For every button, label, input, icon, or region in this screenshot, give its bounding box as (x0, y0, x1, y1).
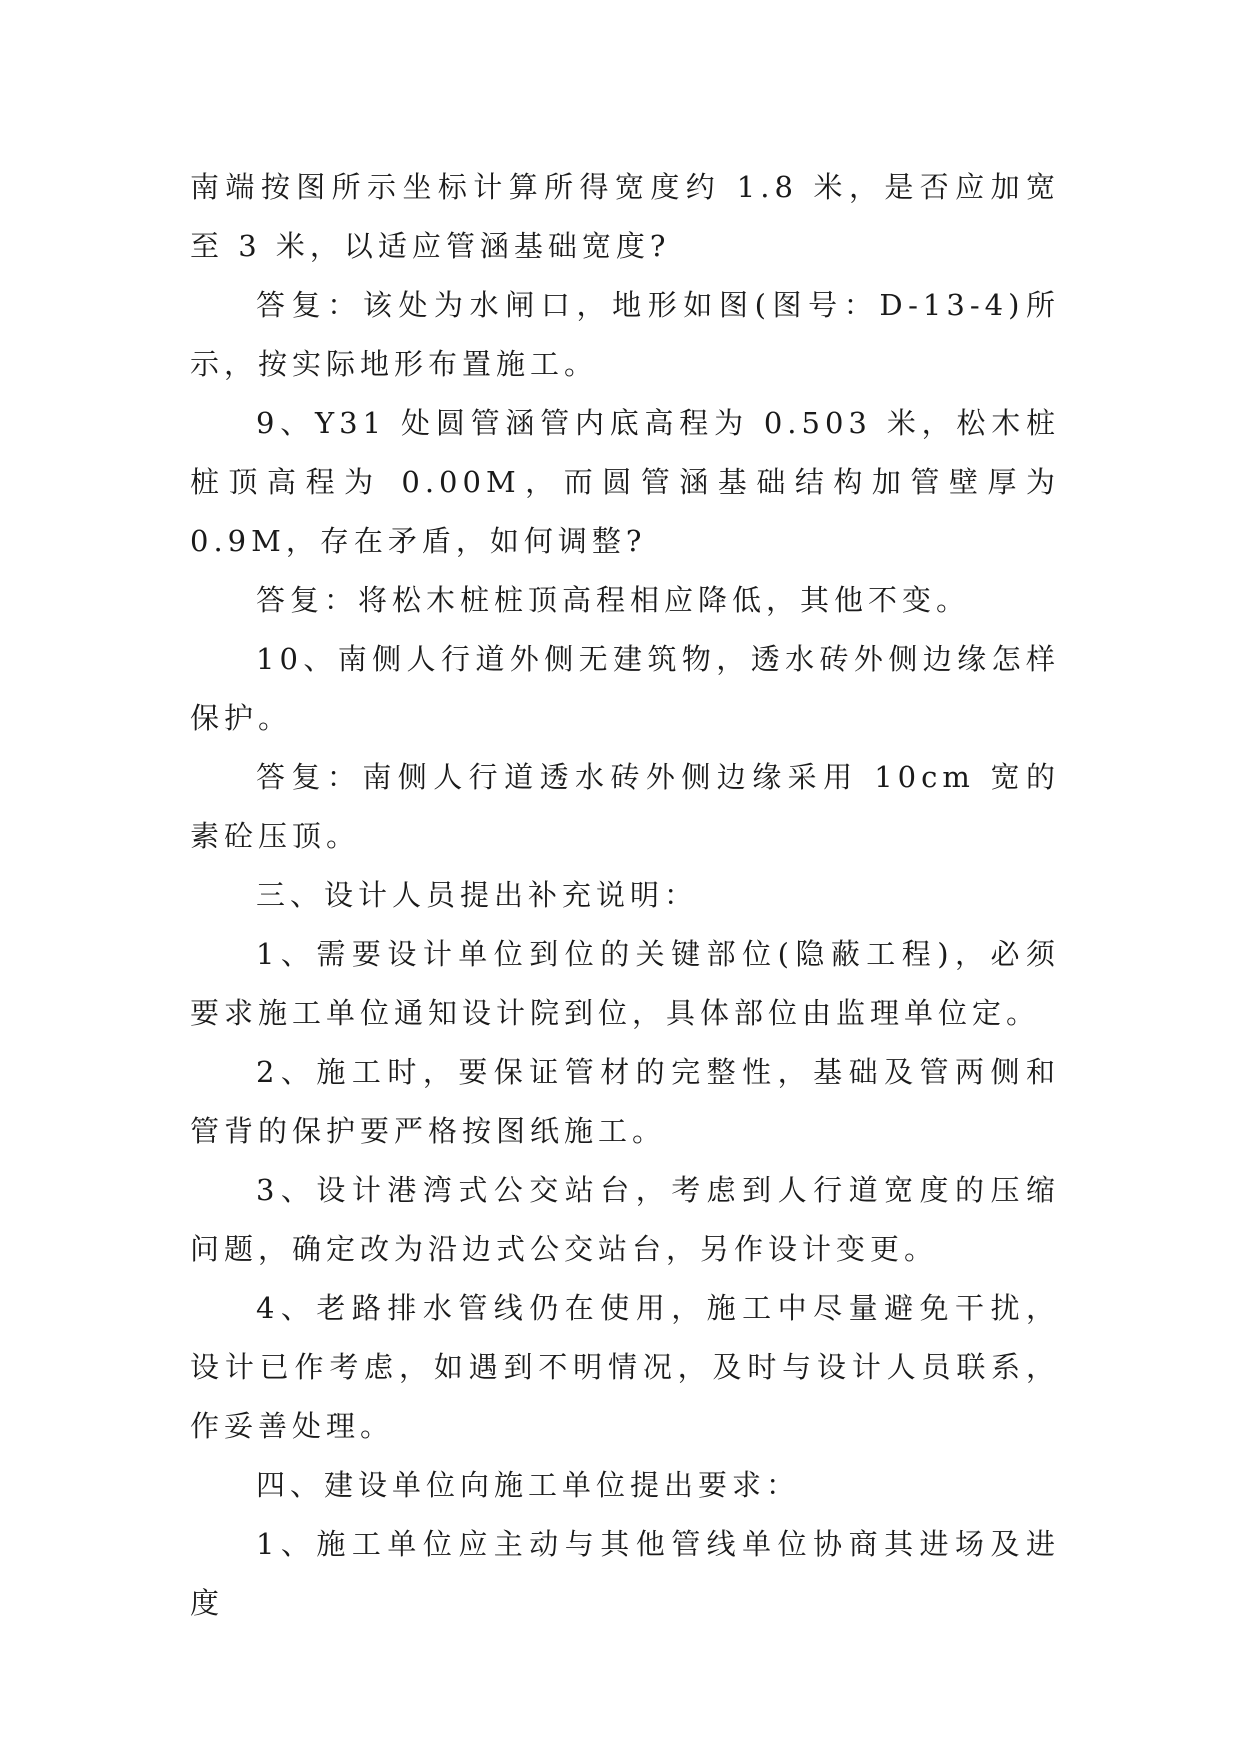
paragraph-width-question: 南端按图所示坐标计算所得宽度约 1.8 米，是否应加宽至 3 米，以适应管涵基础宽度? (190, 170, 1060, 263)
paragraph-answer-sluice: 答复：该处为水闸口，地形如图(图号：D-13-4)所示，按实际地形布置施工。 (190, 288, 1060, 381)
paragraph-question-9: 9、Y31 处圆管涵管内底高程为 0.503 米，松木桩桩顶高程为 0.00M，而圆管涵基础结构加管壁厚为 0.9M，存在矛盾，如何调整? (190, 406, 1060, 558)
paragraph-answer-9: 答复：将松木桩桩顶高程相应降低，其他不变。 (256, 583, 971, 617)
document-body (190, 158, 1060, 1633)
paragraph-question-10: 10、南侧人行道外侧无建筑物，透水砖外侧边缘怎样保护。 (190, 642, 1060, 735)
section-heading-3: 三、设计人员提出补充说明： (256, 878, 699, 912)
paragraph-item-3-2: 2、施工时，要保证管材的完整性，基础及管两侧和管背的保护要严格按图纸施工。 (190, 1055, 1060, 1148)
paragraph-item-3-3: 3、设计港湾式公交站台，考虑到人行道宽度的压缩问题，确定改为沿边式公交站台，另作设计变更。 (190, 1173, 1060, 1266)
paragraph-answer-10: 答复：南侧人行道透水砖外侧边缘采用 10cm 宽的素砼压顶。 (190, 760, 1060, 853)
paragraph-item-4-1: 1、施工单位应主动与其他管线单位协商其进场及进度 (190, 1527, 1060, 1620)
paragraph-item-3-1: 1、需要设计单位到位的关键部位(隐蔽工程)，必须要求施工单位通知设计院到位，具体部位由监理单位定。 (190, 937, 1060, 1030)
paragraph-item-3-4: 4、老路排水管线仍在使用，施工中尽量避免干扰，设计已作考虑，如遇到不明情况，及时与设计人员联系，作妥善处理。 (190, 1291, 1060, 1443)
section-heading-4: 四、建设单位向施工单位提出要求： (256, 1468, 801, 1502)
